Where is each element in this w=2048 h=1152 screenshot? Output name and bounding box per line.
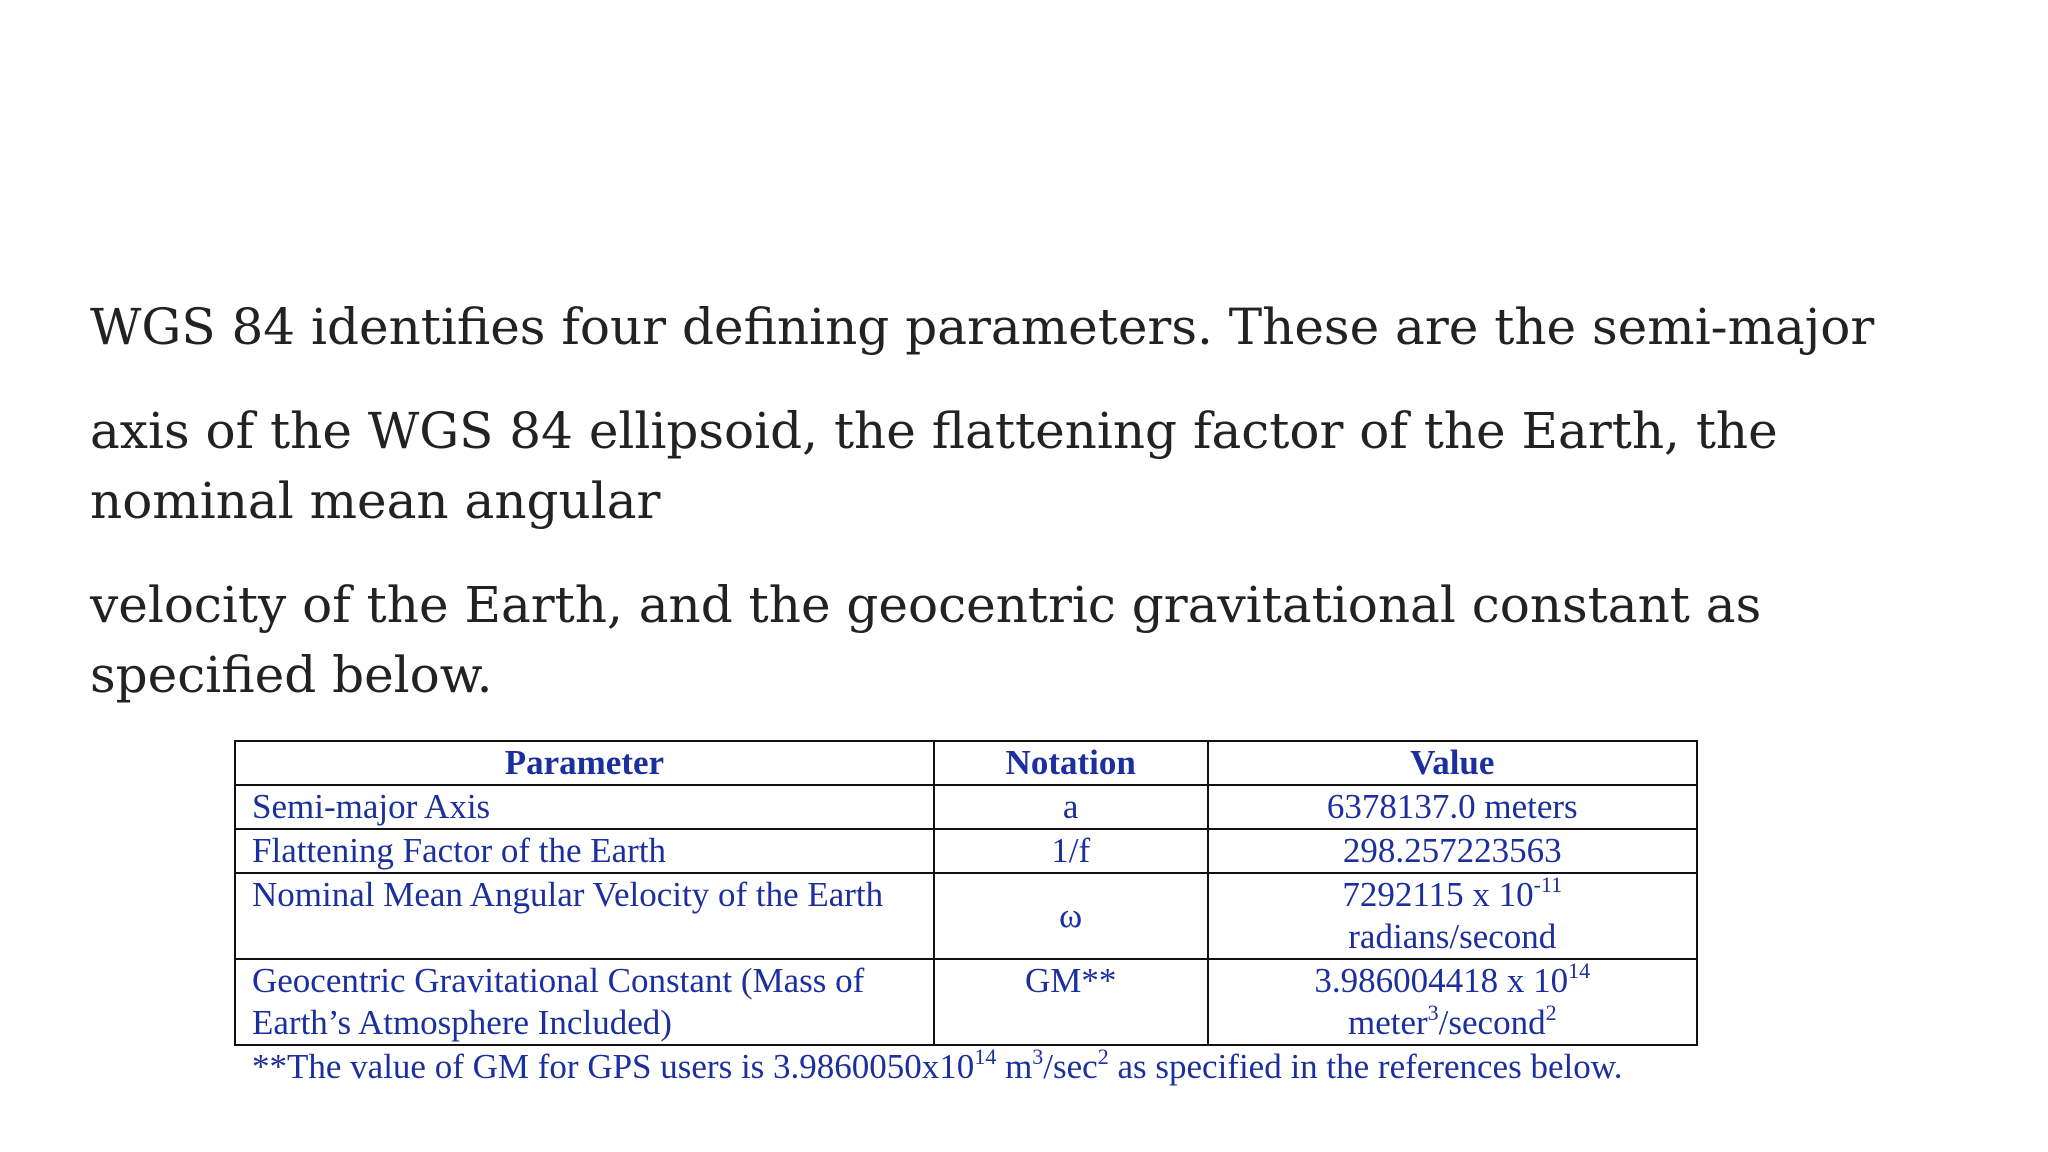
value-base: 7292115 x 10 <box>1342 875 1534 914</box>
cell-value: 298.257223563 <box>1208 829 1697 873</box>
footnote-exp-b: 3 <box>1032 1044 1044 1069</box>
cell-notation: GM** <box>934 959 1208 1045</box>
table-row <box>235 959 1697 1045</box>
table-row <box>235 829 1697 873</box>
table-row <box>235 873 1697 959</box>
paragraph-3: velocity of the Earth, and the geocentric gravitational constant as specified below. <box>90 576 1762 704</box>
wgs84-parameters-figure <box>234 740 1698 1088</box>
footnote-text-d: as specified in the references below. <box>1108 1047 1623 1086</box>
cell-parameter: Nominal Mean Angular Velocity of the Earth <box>235 873 934 959</box>
cell-notation: ω <box>934 873 1208 959</box>
footnote-text-a: **The value of GM for GPS users is 3.9860050x10 <box>252 1047 975 1086</box>
value-base: 3.986004418 x 10 <box>1314 961 1569 1000</box>
unit-a-exponent: 3 <box>1427 1000 1439 1025</box>
cell-value: 6378137.0 meters <box>1208 785 1697 829</box>
cell-value <box>1208 959 1697 1045</box>
header-notation: Notation <box>934 741 1208 785</box>
wgs84-parameters-table <box>234 740 1698 1046</box>
footnote-exp-c: 2 <box>1097 1044 1109 1069</box>
unit-a: meter <box>1347 1003 1428 1042</box>
paragraph-1: WGS 84 identifies four defining parameters. These are the semi-major <box>90 298 1875 356</box>
cell-parameter: Flattening Factor of the Earth <box>235 829 934 873</box>
unit-b: /second <box>1438 1003 1546 1042</box>
slide-body-text <box>90 292 1990 744</box>
value-exponent: 14 <box>1568 958 1591 983</box>
table-row <box>235 785 1697 829</box>
cell-parameter: Semi-major Axis <box>235 785 934 829</box>
footnote-exp-a: 14 <box>974 1044 997 1069</box>
footnote-text-c: /sec <box>1043 1047 1098 1086</box>
header-parameter: Parameter <box>235 741 934 785</box>
cell-notation: 1/f <box>934 829 1208 873</box>
table-header-row <box>235 741 1697 785</box>
cell-parameter: Geocentric Gravitational Constant (Mass of Earth’s Atmosphere Included) <box>235 959 934 1045</box>
paragraph-2: axis of the WGS 84 ellipsoid, the flattening factor of the Earth, the nominal mean angular <box>90 402 1778 530</box>
cell-value <box>1208 873 1697 959</box>
table-footnote <box>234 1046 1692 1088</box>
cell-notation: a <box>934 785 1208 829</box>
value-unit: radians/second <box>1348 917 1557 956</box>
header-value: Value <box>1208 741 1697 785</box>
unit-b-exponent: 2 <box>1545 1000 1557 1025</box>
footnote-text-b: m <box>996 1047 1033 1086</box>
value-exponent: -11 <box>1533 872 1563 897</box>
